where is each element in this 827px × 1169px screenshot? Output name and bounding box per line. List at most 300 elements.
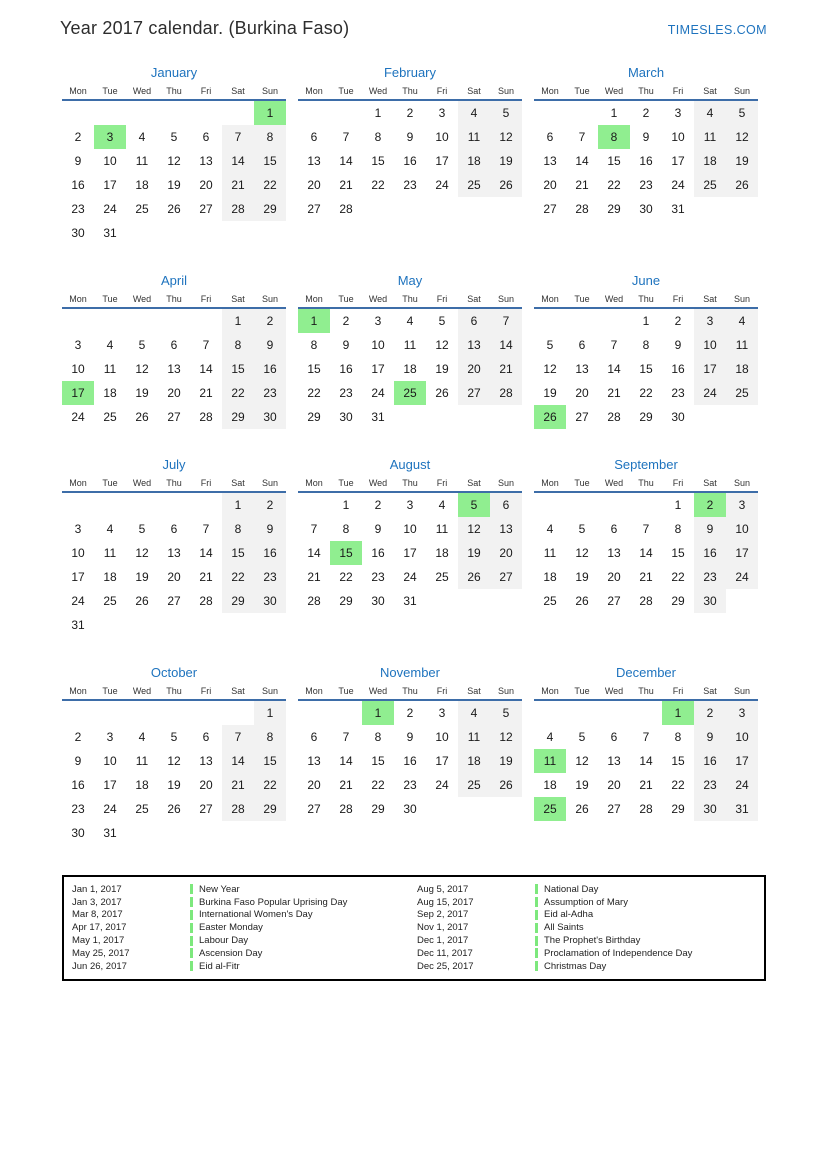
weeks [62,309,286,429]
weekday-label: Thu [402,478,418,488]
day-cell: 28 [607,410,621,424]
day-cell: 3 [94,125,126,149]
day-cell: 17 [62,381,94,405]
day-cell: 15 [371,754,385,768]
empty-cell [426,197,458,221]
holiday-marker-icon [535,961,538,971]
weekday-label: Sat [467,478,481,488]
weekday-label: Fri [672,478,684,488]
weekday-label: Fri [436,294,448,304]
weekday-label: Sat [703,686,717,696]
day-cell: 19 [726,149,758,173]
day-cell: 22 [371,178,385,192]
day-cell: 18 [543,570,557,584]
day-cell: 20 [490,541,522,565]
day-cell: 6 [310,730,318,744]
empty-cell [126,221,158,245]
day-cell: 2 [406,706,414,720]
weekday-label: Thu [166,478,182,488]
legend-date: Mar 8, 2017 [72,909,123,921]
day-cell: 27 [307,202,321,216]
day-cell: 10 [103,154,117,168]
day-cell: 24 [435,178,449,192]
day-cell: 5 [170,730,178,744]
day-cell: 1 [610,106,618,120]
empty-cell [630,701,662,725]
legend-date: Apr 17, 2017 [72,922,127,934]
day-cell: 16 [71,778,85,792]
day-cell: 19 [135,570,149,584]
day-cell: 24 [694,381,726,405]
weeks [62,101,286,245]
empty-cell [158,101,190,125]
day-cell: 24 [726,773,758,797]
day-cell: 18 [103,386,117,400]
empty-cell [330,701,362,725]
day-cell: 20 [199,178,213,192]
empty-cell [598,493,630,517]
day-cell: 11 [543,546,557,560]
weekday-label: Mon [305,294,323,304]
empty-cell [254,221,286,245]
day-cell: 4 [138,730,146,744]
day-cell: 5 [458,493,490,517]
day-cell: 14 [639,754,653,768]
weekday-label: Tue [574,86,590,96]
day-cell: 20 [307,178,321,192]
day-cell: 9 [642,130,650,144]
day-cell: 16 [694,749,726,773]
day-cell: 9 [674,338,682,352]
legend-date: Aug 15, 2017 [417,896,474,908]
day-cell: 29 [254,197,286,221]
day-cell: 21 [199,386,213,400]
day-cell: 11 [726,333,758,357]
month-block [298,665,522,821]
day-cell: 5 [490,701,522,725]
day-cell: 21 [607,386,621,400]
day-cell: 27 [490,565,522,589]
day-cell: 1 [254,101,286,125]
empty-cell [190,221,222,245]
weekday-label: Sun [261,686,278,696]
weekday-label: Sat [703,478,717,488]
day-cell: 29 [339,594,353,608]
holiday-marker-icon [535,936,538,946]
day-cell: 6 [610,730,618,744]
day-cell: 4 [406,314,414,328]
empty-cell [566,101,598,125]
day-cell: 30 [671,410,685,424]
day-cell: 10 [371,338,385,352]
day-cell: 23 [671,386,685,400]
day-cell: 13 [490,517,522,541]
weekday-label: Thu [402,294,418,304]
weekday-label: Fri [436,478,448,488]
day-cell: 26 [490,173,522,197]
day-cell: 1 [222,493,254,517]
day-cell: 13 [307,754,321,768]
day-cell: 22 [307,386,321,400]
legend-holiday-name: Christmas Day [544,960,607,972]
legend-item [72,896,417,909]
empty-cell [534,309,566,333]
day-cell: 15 [671,754,685,768]
weekday-row [298,294,522,309]
day-cell: 9 [74,154,82,168]
day-cell: 17 [435,154,449,168]
legend-holiday-name: International Women's Day [199,909,313,921]
legend-item [72,921,417,934]
day-cell: 24 [371,386,385,400]
day-cell: 17 [371,362,385,376]
day-cell: 11 [435,522,449,536]
empty-cell [726,405,758,429]
empty-cell [94,309,126,333]
day-cell: 19 [167,178,181,192]
day-cell: 29 [607,202,621,216]
weekday-label: Thu [638,686,654,696]
day-cell: 16 [371,546,385,560]
day-cell: 15 [222,357,254,381]
day-cell: 30 [694,589,726,613]
day-cell: 26 [167,802,181,816]
day-cell: 18 [543,778,557,792]
legend-item [417,960,762,973]
day-cell: 25 [394,381,426,405]
day-cell: 18 [458,749,490,773]
day-cell: 26 [575,802,589,816]
day-cell: 9 [406,730,414,744]
weekday-label: Fri [200,294,212,304]
legend-holiday-name: Labour Day [199,935,249,947]
day-cell: 1 [254,701,286,725]
day-cell: 27 [167,410,181,424]
day-cell: 25 [458,773,490,797]
day-cell: 2 [406,106,414,120]
day-cell: 5 [546,338,554,352]
day-cell: 19 [575,570,589,584]
weekday-label: Sat [703,294,717,304]
month-title: January [150,65,198,80]
day-cell: 23 [694,565,726,589]
day-cell: 20 [458,357,490,381]
weekday-label: Wed [132,294,152,304]
weekday-label: Fri [672,294,684,304]
weeks [298,309,522,429]
day-cell: 27 [575,410,589,424]
day-cell: 22 [222,381,254,405]
empty-cell [534,701,566,725]
day-cell: 2 [74,130,82,144]
day-cell: 26 [167,202,181,216]
day-cell: 7 [202,338,210,352]
weekday-label: Tue [338,686,354,696]
empty-cell [190,493,222,517]
weekday-label: Thu [166,686,182,696]
day-cell: 16 [254,541,286,565]
day-cell: 6 [170,338,178,352]
day-cell: 20 [199,778,213,792]
day-cell: 7 [222,725,254,749]
weekday-label: Thu [402,686,418,696]
day-cell: 28 [199,594,213,608]
legend-item [417,909,762,922]
weekday-label: Wed [604,86,624,96]
day-cell: 25 [103,410,117,424]
weekday-label: Mon [541,86,559,96]
weekday-label: Wed [368,294,388,304]
site-link[interactable]: TIMESLES.COM [667,23,767,37]
day-cell: 11 [458,125,490,149]
day-cell: 18 [135,778,149,792]
day-cell: 23 [403,178,417,192]
day-cell: 14 [639,546,653,560]
holiday-marker-icon [190,884,193,894]
day-cell: 13 [607,754,621,768]
weekday-label: Sat [467,686,481,696]
day-cell: 1 [362,701,394,725]
day-cell: 29 [371,802,385,816]
day-cell: 3 [694,309,726,333]
empty-cell [330,101,362,125]
legend-holiday-name: National Day [544,883,599,895]
empty-cell [190,309,222,333]
day-cell: 17 [726,749,758,773]
day-cell: 8 [222,333,254,357]
day-cell: 25 [458,173,490,197]
empty-cell [490,405,522,429]
empty-cell [222,221,254,245]
legend-holiday-name: Ascension Day [199,947,263,959]
weekday-label: Wed [132,478,152,488]
day-cell: 29 [639,410,653,424]
legend-column [417,883,762,973]
legend-date: May 1, 2017 [72,935,125,947]
weekday-label: Sat [231,686,245,696]
empty-cell [458,197,490,221]
day-cell: 22 [607,178,621,192]
legend-item [72,960,417,973]
empty-cell [298,701,330,725]
day-cell: 26 [490,773,522,797]
day-cell: 28 [222,797,254,821]
day-cell: 10 [71,546,85,560]
empty-cell [566,493,598,517]
day-cell: 15 [254,149,286,173]
day-cell: 27 [607,594,621,608]
day-cell: 27 [543,202,557,216]
day-cell: 17 [694,357,726,381]
weekday-label: Mon [69,86,87,96]
day-cell: 12 [575,754,589,768]
day-cell: 25 [534,797,566,821]
day-cell: 14 [307,546,321,560]
day-cell: 10 [103,754,117,768]
legend-date: Jan 1, 2017 [72,883,122,895]
day-cell: 12 [458,517,490,541]
empty-cell [298,101,330,125]
month-title: July [162,457,186,472]
weekday-row [62,86,286,101]
empty-cell [566,309,598,333]
day-cell: 15 [671,546,685,560]
day-cell: 8 [222,517,254,541]
day-cell: 6 [546,130,554,144]
weekday-row [534,86,758,101]
day-cell: 22 [639,386,653,400]
holiday-marker-icon [190,961,193,971]
day-cell: 16 [403,154,417,168]
day-cell: 15 [307,362,321,376]
weeks [534,493,758,613]
day-cell: 30 [639,202,653,216]
empty-cell [598,309,630,333]
day-cell: 5 [490,101,522,125]
day-cell: 10 [71,362,85,376]
day-cell: 27 [167,594,181,608]
legend-item [72,909,417,922]
legend-holiday-name: Eid al-Fitr [199,960,240,972]
weekday-label: Thu [638,478,654,488]
day-cell: 30 [71,226,85,240]
weekday-label: Wed [368,478,388,488]
day-cell: 15 [254,749,286,773]
day-cell: 24 [435,778,449,792]
weeks [298,493,522,613]
day-cell: 22 [671,570,685,584]
weekday-label: Fri [200,86,212,96]
day-cell: 16 [639,154,653,168]
holidays-legend [62,875,766,981]
empty-cell [426,797,458,821]
day-cell: 4 [458,701,490,725]
weekday-label: Sun [733,686,750,696]
day-cell: 29 [671,802,685,816]
day-cell: 7 [202,522,210,536]
day-cell: 10 [726,725,758,749]
weekday-label: Wed [132,86,152,96]
weekday-label: Wed [604,478,624,488]
empty-cell [362,197,394,221]
day-cell: 8 [254,125,286,149]
day-cell: 15 [639,362,653,376]
weekday-label: Sat [703,86,717,96]
day-cell: 4 [438,498,446,512]
day-cell: 22 [254,773,286,797]
legend-date: Aug 5, 2017 [417,883,469,895]
day-cell: 31 [726,797,758,821]
day-cell: 23 [403,778,417,792]
day-cell: 21 [222,773,254,797]
empty-cell [62,701,94,725]
day-cell: 13 [575,362,589,376]
weekday-label: Mon [305,686,323,696]
month-title: October [150,665,198,680]
day-cell: 21 [639,570,653,584]
day-cell: 26 [534,405,566,429]
day-cell: 30 [371,594,385,608]
day-cell: 28 [490,381,522,405]
day-cell: 1 [674,498,682,512]
day-cell: 7 [642,522,650,536]
day-cell: 19 [490,749,522,773]
weekday-label: Fri [672,686,684,696]
day-cell: 7 [342,730,350,744]
day-cell: 27 [607,802,621,816]
day-cell: 7 [490,309,522,333]
day-cell: 23 [694,773,726,797]
day-cell: 21 [339,178,353,192]
empty-cell [490,797,522,821]
day-cell: 6 [202,730,210,744]
day-cell: 10 [435,730,449,744]
weekday-label: Sun [733,86,750,96]
day-cell: 1 [222,309,254,333]
day-cell: 5 [170,130,178,144]
empty-cell [630,493,662,517]
day-cell: 14 [490,333,522,357]
day-cell: 25 [103,594,117,608]
day-cell: 31 [103,226,117,240]
day-cell: 19 [458,541,490,565]
month-title: September [614,457,678,472]
weekday-label: Tue [102,686,118,696]
day-cell: 13 [199,754,213,768]
day-cell: 15 [607,154,621,168]
day-cell: 22 [671,778,685,792]
day-cell: 2 [254,493,286,517]
empty-cell [298,493,330,517]
day-cell: 24 [403,570,417,584]
weekday-label: Sat [231,294,245,304]
day-cell: 13 [307,154,321,168]
day-cell: 2 [342,314,350,328]
day-cell: 13 [167,362,181,376]
day-cell: 6 [310,130,318,144]
weekday-label: Sun [497,478,514,488]
day-cell: 9 [374,522,382,536]
day-cell: 28 [199,410,213,424]
day-cell: 17 [726,541,758,565]
day-cell: 20 [543,178,557,192]
empty-cell [94,101,126,125]
holiday-marker-icon [190,923,193,933]
day-cell: 29 [222,405,254,429]
day-cell: 8 [342,522,350,536]
calendar-grid [62,65,758,845]
day-cell: 30 [403,802,417,816]
empty-cell [222,701,254,725]
weekday-label: Sun [261,478,278,488]
month-title: August [389,457,431,472]
empty-cell [158,613,190,637]
weekday-label: Wed [368,86,388,96]
legend-date: May 25, 2017 [72,947,130,959]
day-cell: 27 [199,802,213,816]
day-cell: 19 [575,778,589,792]
empty-cell [158,493,190,517]
weekday-label: Mon [69,294,87,304]
day-cell: 17 [403,546,417,560]
day-cell: 7 [642,730,650,744]
holiday-marker-icon [535,897,538,907]
day-cell: 8 [598,125,630,149]
day-cell: 12 [135,546,149,560]
day-cell: 22 [222,565,254,589]
weekday-label: Sat [467,86,481,96]
legend-holiday-name: Assumption of Mary [544,896,628,908]
